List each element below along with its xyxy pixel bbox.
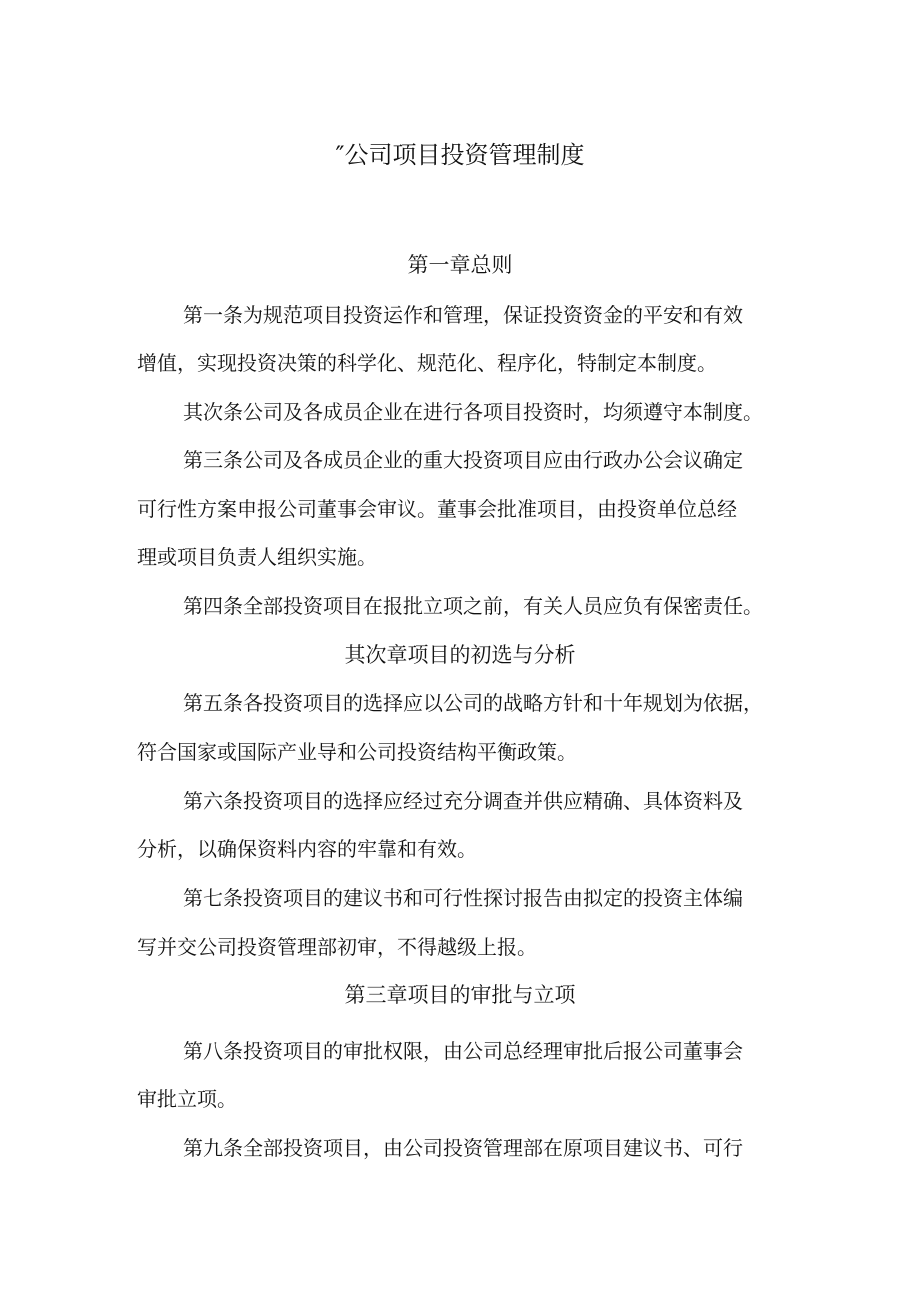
chapter-heading-2: 其次章项目的初选与分析 xyxy=(344,643,576,667)
article-6-line-1: 第六条投资项目的选择应经过充分调查并供应精确、具体资料及 xyxy=(183,789,743,813)
article-1-line-1: 第一条为规范项目投资运作和管理，保证投资资金的平安和有效 xyxy=(183,303,743,327)
article-8-line-2: 审批立项。 xyxy=(137,1087,237,1111)
article-7-line-2: 写并交公司投资管理部初审，不得越级上报。 xyxy=(137,935,537,959)
article-9-line-1: 第九条全部投资项目，由公司投资管理部在原项目建议书、可行 xyxy=(183,1136,743,1160)
article-3-line-1: 第三条公司及各成员企业的重大投资项目应由行政办公会议确定 xyxy=(183,448,743,472)
article-3-line-3: 理或项目负责人组织实施。 xyxy=(137,545,377,569)
chapter-heading-1: 第一章总则 xyxy=(407,253,513,277)
article-4-line-1: 第四条全部投资项目在报批立项之前，有关人员应负有保密责任。 xyxy=(183,594,763,618)
article-5-line-2: 符合国家或国际产业导和公司投资结构平衡政策。 xyxy=(137,740,577,764)
article-8-line-1: 第八条投资项目的审批权限，由公司总经理审批后报公司董事会 xyxy=(183,1039,743,1063)
article-6-line-2: 分析，以确保资料内容的牢靠和有效。 xyxy=(137,837,477,861)
article-1-line-2: 增值，实现投资决策的科学化、规范化、程序化，特制定本制度。 xyxy=(137,351,717,375)
chapter-heading-3: 第三章项目的审批与立项 xyxy=(344,983,576,1007)
article-5-line-1: 第五条各投资项目的选择应以公司的战略方针和十年规划为依据， xyxy=(183,691,763,715)
document-title: ″公司项目投资管理制度 xyxy=(335,141,585,169)
article-2-line-1: 其次条公司及各成员企业在进行各项目投资时，均须遵守本制度。 xyxy=(183,400,763,424)
article-7-line-1: 第七条投资项目的建议书和可行性探讨报告由拟定的投资主体编 xyxy=(183,886,743,910)
article-3-line-2: 可行性方案申报公司董事会审议。董事会批准项目，由投资单位总经 xyxy=(137,497,737,521)
